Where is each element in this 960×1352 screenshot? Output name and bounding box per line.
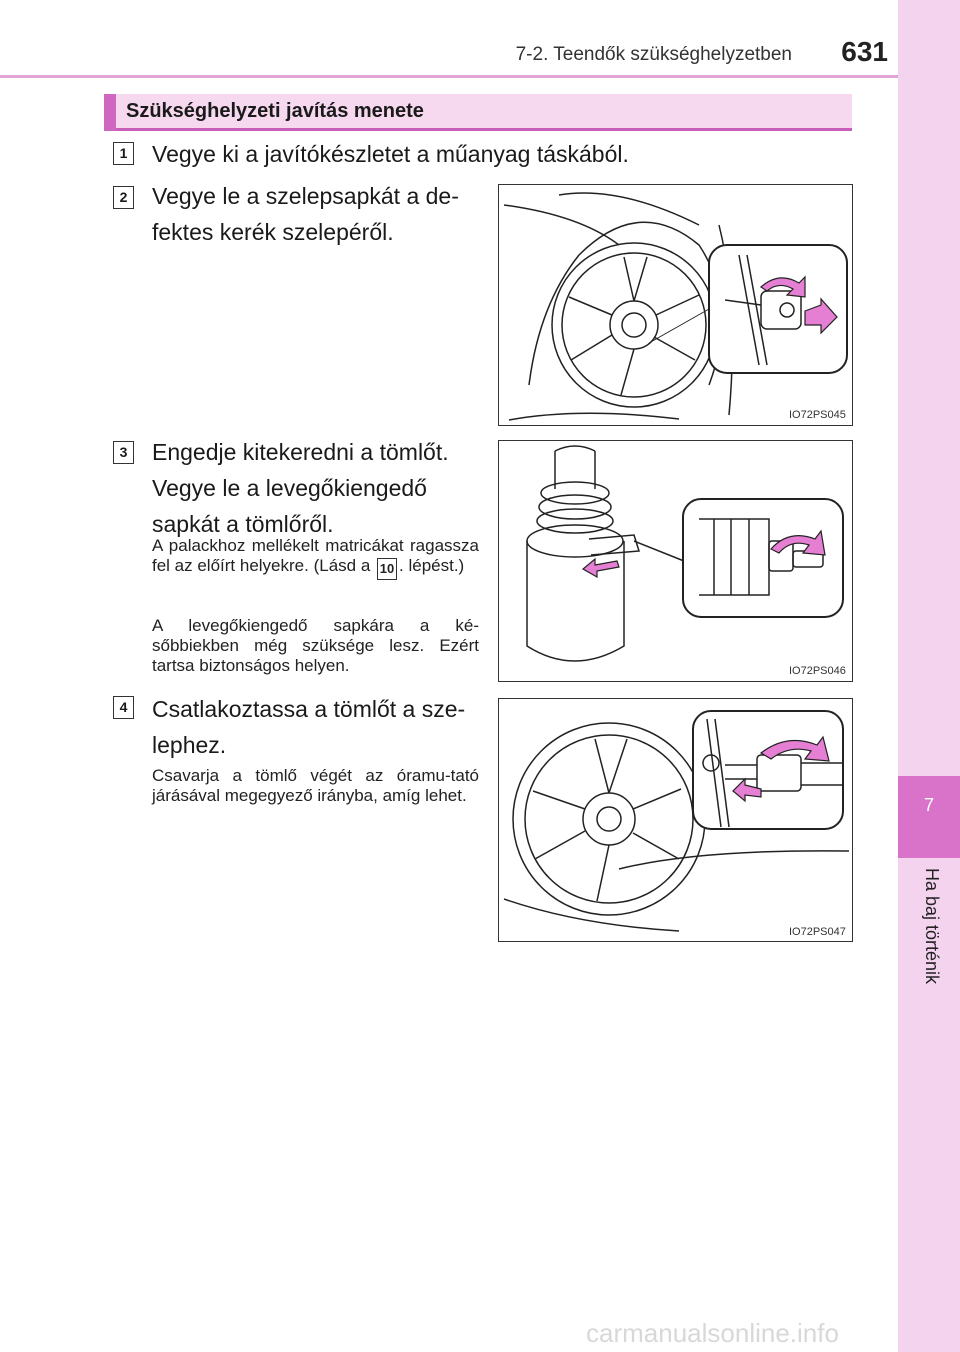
chapter-number: 7: [923, 795, 934, 815]
step-3-line-3: sapkát a tömlőről.: [152, 511, 334, 537]
step-2-text: [152, 178, 482, 250]
chapter-tab-bar: [898, 0, 960, 1352]
step-number-1: 1: [113, 142, 134, 165]
figure-valve-cap: [498, 184, 853, 426]
step-number-2: 2: [113, 186, 134, 209]
step-3-note-1-before: A palackhoz mellékelt matricákat ragassza fel az előírt helyekre. (Lásd a: [152, 536, 479, 575]
chapter-tab-active: [898, 776, 960, 858]
footer-watermark: carmanualsonline.info: [586, 1318, 839, 1348]
step-number-3: 3: [113, 441, 134, 464]
page-number: 631: [841, 36, 888, 67]
step-ref-10: 10: [377, 558, 397, 580]
step-4-line-1: Csatlakoztassa a tömlőt a sze-: [152, 696, 466, 722]
step-4-text: [152, 691, 482, 763]
step-4-note: Csavarja a tömlő végét az óramu-tató járásával megegyező irányba, amíg lehet.: [152, 766, 479, 805]
figure-code-045: IO72PS045: [789, 409, 846, 421]
header-rule: [0, 75, 898, 78]
section-title-accent: [104, 94, 116, 131]
chapter-title: Ha baj történik: [922, 868, 942, 985]
hose-valve-illustration: [499, 699, 852, 941]
step-3-line-1: Engedje kitekeredni a tömlőt.: [152, 439, 449, 465]
step-1-text: Vegye ki a javítókészletet a műanyag táskából.: [152, 141, 629, 167]
step-3-note-2: A levegőkiengedő sapkára a ké-sőbbiekben még szüksége lesz. Ezért tartsa biztonságos helyen.: [152, 616, 479, 675]
figure-hose-cap: [498, 440, 853, 682]
step-3-note-1-after: . lépést.): [399, 556, 465, 575]
hose-cap-illustration: [499, 441, 852, 681]
step-2-line-1: Vegye le a szelepsapkát a de-: [152, 183, 459, 209]
step-2-line-2: fektes kerék szelepéről.: [152, 219, 394, 245]
valve-cap-illustration: [499, 185, 852, 425]
step-number-4: 4: [113, 696, 134, 719]
figure-hose-valve: [498, 698, 853, 942]
step-3-note-1: [152, 536, 479, 580]
figure-code-047: IO72PS047: [789, 926, 846, 938]
figure-code-046: IO72PS046: [789, 665, 846, 677]
step-3-text: [152, 434, 482, 542]
running-header: 7-2. Teendők szükséghelyzetben: [515, 44, 792, 65]
step-4-line-2: lephez.: [152, 732, 227, 758]
section-title: Szükséghelyzeti javítás menete: [126, 100, 424, 122]
step-3-line-2: Vegye le a levegőkiengedő: [152, 475, 427, 501]
